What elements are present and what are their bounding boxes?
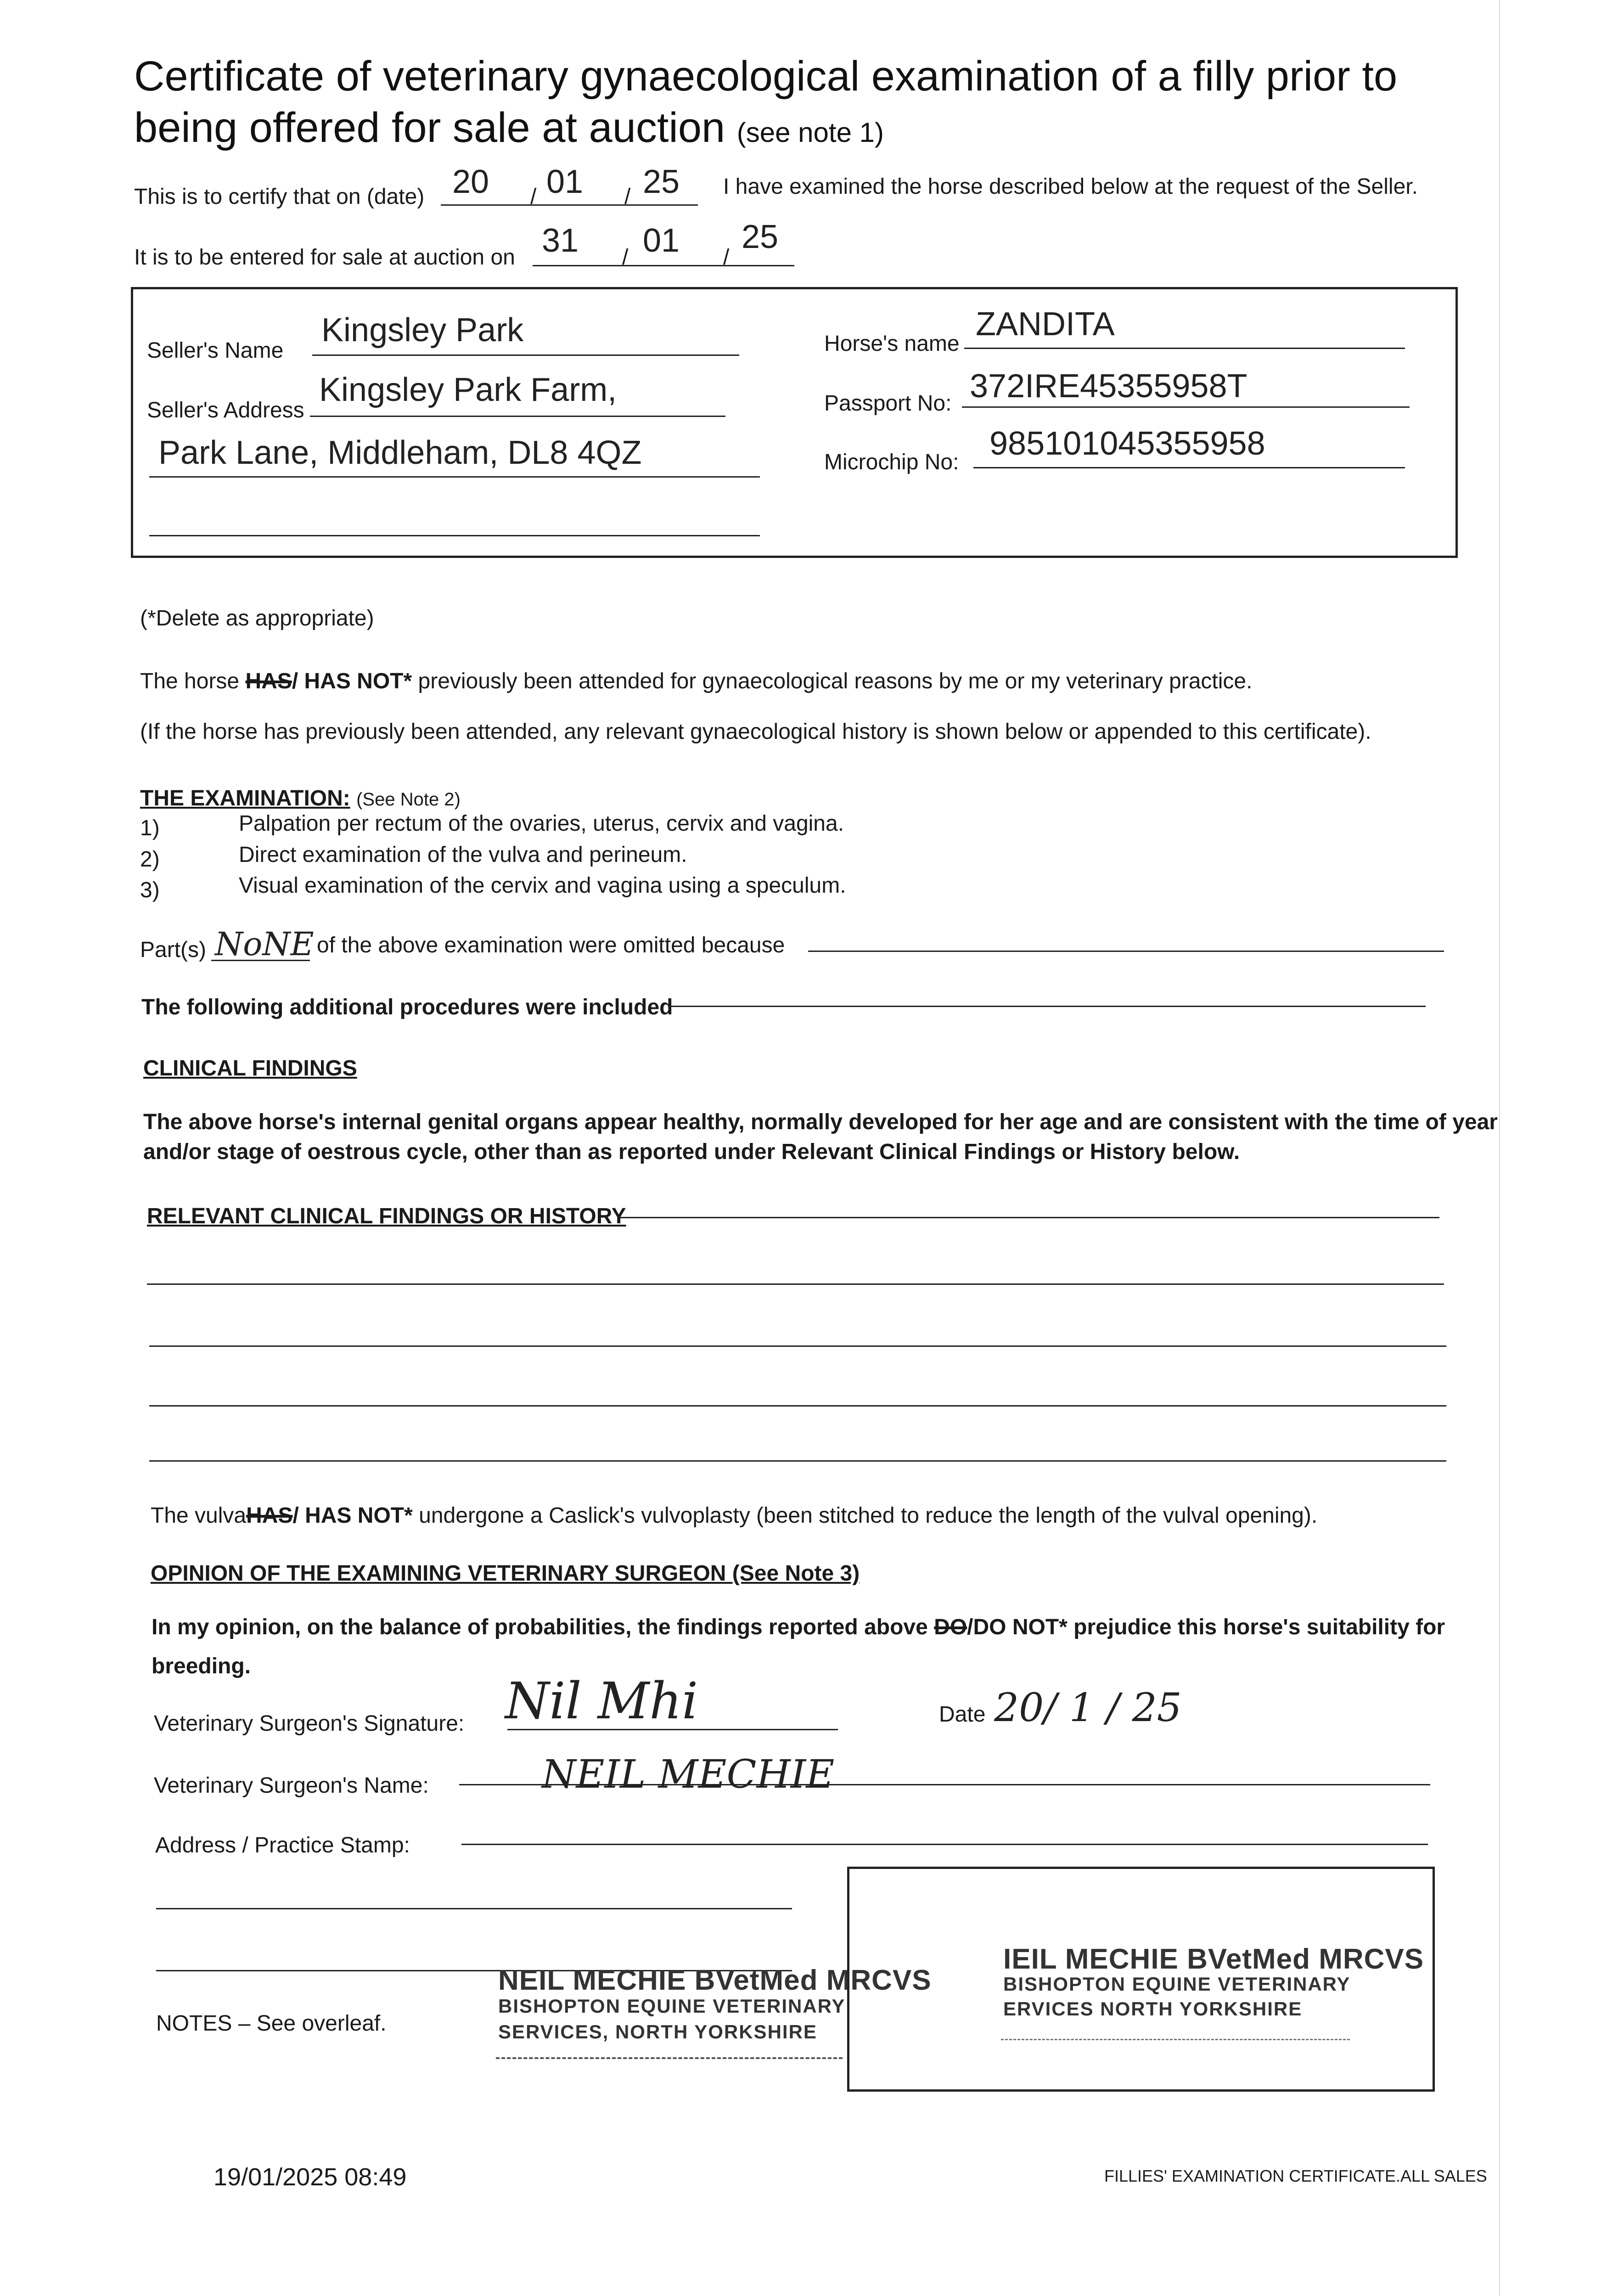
passport-value: 372IRE45355958T: [970, 368, 1248, 405]
examination-item-2-num: 2): [140, 847, 160, 872]
practice-stamp-1-edge: [496, 2057, 843, 2059]
address-stamp-line-2: [156, 1908, 792, 1909]
vulva-statement: [151, 1503, 1317, 1529]
practice-stamp-1-line2: BISHOPTON EQUINE VETERINARY: [498, 1995, 846, 2017]
address-stamp-line: [461, 1844, 1428, 1845]
examination-item-1-text: Palpation per rectum of the ovaries, uterus, cervix and vagina.: [239, 811, 844, 836]
certificate-title-line2: [134, 102, 884, 158]
attended-statement: [140, 668, 1252, 695]
additional-procedures-label: The following additional procedures were included: [141, 995, 673, 1019]
seller-address-underline3: [149, 535, 760, 536]
auction-date-sep2: /: [723, 245, 730, 270]
seller-name-label: Seller's Name: [147, 338, 284, 363]
exam-date-sep2: /: [624, 185, 631, 209]
certify-prefix: This is to certify that on (date): [134, 185, 425, 209]
examination-item-3-text: Visual examination of the cervix and vagina using a speculum.: [239, 873, 846, 898]
surgeon-name-underline: [459, 1784, 1430, 1785]
exam-date-day: 20: [452, 163, 489, 200]
attended-kept: / HAS NOT*: [292, 669, 412, 693]
additional-procedures-line: [668, 1006, 1426, 1007]
certificate-title-line1: Certificate of veterinary gynaecological examination of a filly prior to: [134, 53, 1398, 100]
microchip-underline: [973, 467, 1405, 468]
attended-prefix: The horse: [140, 669, 240, 693]
seller-name-value: Kingsley Park: [321, 312, 524, 349]
attended-struck: HAS: [245, 669, 292, 693]
relevant-findings-heading: RELEVANT CLINICAL FINDINGS OR HISTORY: [147, 1204, 626, 1228]
certify-suffix: I have examined the horse described below at the request of the Seller.: [723, 174, 1418, 199]
exam-date-year: 25: [643, 163, 680, 200]
history-note: (If the horse has previously been attended, any relevant gynaecological history is shown below or appended to this certificate).: [140, 720, 1371, 744]
clinical-statement-line2: and/or stage of oestrous cycle, other than as reported under Relevant Clinical Findings or History below.: [143, 1140, 1240, 1164]
examination-item-3-num: 3): [140, 878, 160, 902]
clinical-statement-line1: The above horse's internal genital organs appear healthy, normally developed for her age and are consistent with the time of year: [143, 1110, 1498, 1134]
opinion-line1-suffix: /DO NOT* prejudice this horse's suitability for: [967, 1615, 1445, 1639]
vulva-kept: / HAS NOT*: [292, 1503, 413, 1528]
exam-date-sep1: /: [530, 185, 537, 209]
examination-heading-row: [140, 785, 461, 813]
relevant-findings-line-1: [147, 1283, 1444, 1285]
auction-prefix: It is to be entered for sale at auction on: [134, 245, 515, 270]
passport-underline: [962, 406, 1410, 408]
seller-address-line2: Park Lane, Middleham, DL8 4QZ: [158, 434, 642, 471]
page-edge: [1499, 0, 1500, 2296]
auction-date-year: 25: [742, 219, 779, 255]
footer-timestamp: 19/01/2025 08:49: [214, 2163, 407, 2191]
microchip-value: 985101045355958: [989, 425, 1265, 462]
seller-address-line1: Kingsley Park Farm,: [319, 371, 617, 408]
signature-label: Veterinary Surgeon's Signature:: [154, 1711, 465, 1736]
practice-stamp-2-line3: ERVICES NORTH YORKSHIRE: [1003, 1998, 1303, 2020]
signature-value: Nil Mhi: [505, 1671, 698, 1730]
certificate-title-note: (see note 1): [736, 117, 884, 148]
relevant-findings-line-4: [149, 1460, 1446, 1462]
omitted-reason-line: [808, 951, 1444, 952]
relevant-findings-line-3: [149, 1405, 1446, 1407]
passport-label: Passport No:: [824, 391, 952, 416]
practice-stamp-2-line2: BISHOPTON EQUINE VETERINARY: [1003, 1973, 1351, 1995]
microchip-label: Microchip No:: [824, 450, 959, 474]
vulva-struck: HAS: [246, 1503, 293, 1528]
examination-item-2-text: Direct examination of the vulva and perineum.: [239, 843, 687, 867]
horse-name-label: Horse's name: [824, 332, 960, 356]
notes-overleaf: NOTES – See overleaf.: [156, 2011, 387, 2036]
practice-stamp-2-edge: [1001, 2039, 1350, 2040]
surgeon-name-value: NEIL MECHIE: [542, 1752, 835, 1797]
omitted-prefix: Part(s): [140, 938, 206, 962]
seller-address-underline2: [149, 476, 760, 478]
examination-heading-note: (See Note 2): [356, 789, 461, 810]
relevant-findings-line-0: [618, 1217, 1439, 1218]
auction-date-underline: [533, 265, 794, 266]
clinical-findings-heading: CLINICAL FINDINGS: [143, 1056, 357, 1080]
practice-stamp-2: [1003, 1943, 1424, 2021]
opinion-line2: breeding.: [152, 1654, 251, 1678]
opinion-heading: OPINION OF THE EXAMINING VETERINARY SURGEON (See Note 3): [151, 1561, 860, 1586]
footer-document-name: FILLIES' EXAMINATION CERTIFICATE.ALL SALES: [1104, 2167, 1487, 2185]
omitted-suffix: of the above examination were omitted because: [317, 933, 785, 957]
opinion-line1: [152, 1614, 1445, 1641]
opinion-struck: DO: [934, 1615, 967, 1639]
seller-address-label: Seller's Address: [147, 398, 304, 422]
horse-name-value: ZANDITA: [976, 306, 1115, 343]
omitted-value-underline: [211, 960, 310, 961]
omitted-value: NoNE: [215, 925, 314, 963]
attended-suffix: previously been attended for gynaecological reasons by me or my veterinary practice.: [418, 669, 1253, 693]
seller-name-underline: [312, 355, 739, 356]
examination-heading: THE EXAMINATION:: [140, 786, 350, 810]
certificate-title-main: being offered for sale at auction: [134, 104, 725, 151]
exam-date-underline: [441, 204, 634, 206]
address-stamp-label: Address / Practice Stamp:: [155, 1833, 410, 1857]
examination-item-1-num: 1): [140, 816, 160, 840]
auction-date-month: 01: [643, 222, 680, 259]
delete-note: (*Delete as appropriate): [140, 606, 374, 630]
opinion-line1-prefix: In my opinion, on the balance of probabilities, the findings reported above: [152, 1615, 928, 1639]
auction-date-sep1: /: [622, 245, 629, 270]
horse-name-underline: [964, 348, 1405, 349]
vulva-prefix: The vulva: [151, 1503, 247, 1528]
surgeon-name-label: Veterinary Surgeon's Name:: [154, 1773, 429, 1798]
practice-stamp-1-line1: NEIL MECHIE BVetMed MRCVS: [498, 1964, 932, 1996]
seller-address-underline1: [310, 416, 725, 417]
signature-underline: [507, 1729, 838, 1730]
practice-stamp-2-line1: IEIL MECHIE BVetMed MRCVS: [1003, 1943, 1424, 1975]
exam-year-underline: [634, 204, 698, 206]
relevant-findings-line-2: [149, 1345, 1446, 1347]
exam-date-month: 01: [546, 163, 584, 200]
auction-date-day: 31: [542, 222, 579, 259]
signature-date-value: 20/ 1 / 25: [994, 1685, 1182, 1731]
vulva-suffix: undergone a Caslick's vulvoplasty (been stitched to reduce the length of the vulval opening).: [419, 1503, 1318, 1528]
signature-date-label: Date: [939, 1702, 986, 1727]
practice-stamp-1-line3: SERVICES, NORTH YORKSHIRE: [498, 2021, 817, 2043]
